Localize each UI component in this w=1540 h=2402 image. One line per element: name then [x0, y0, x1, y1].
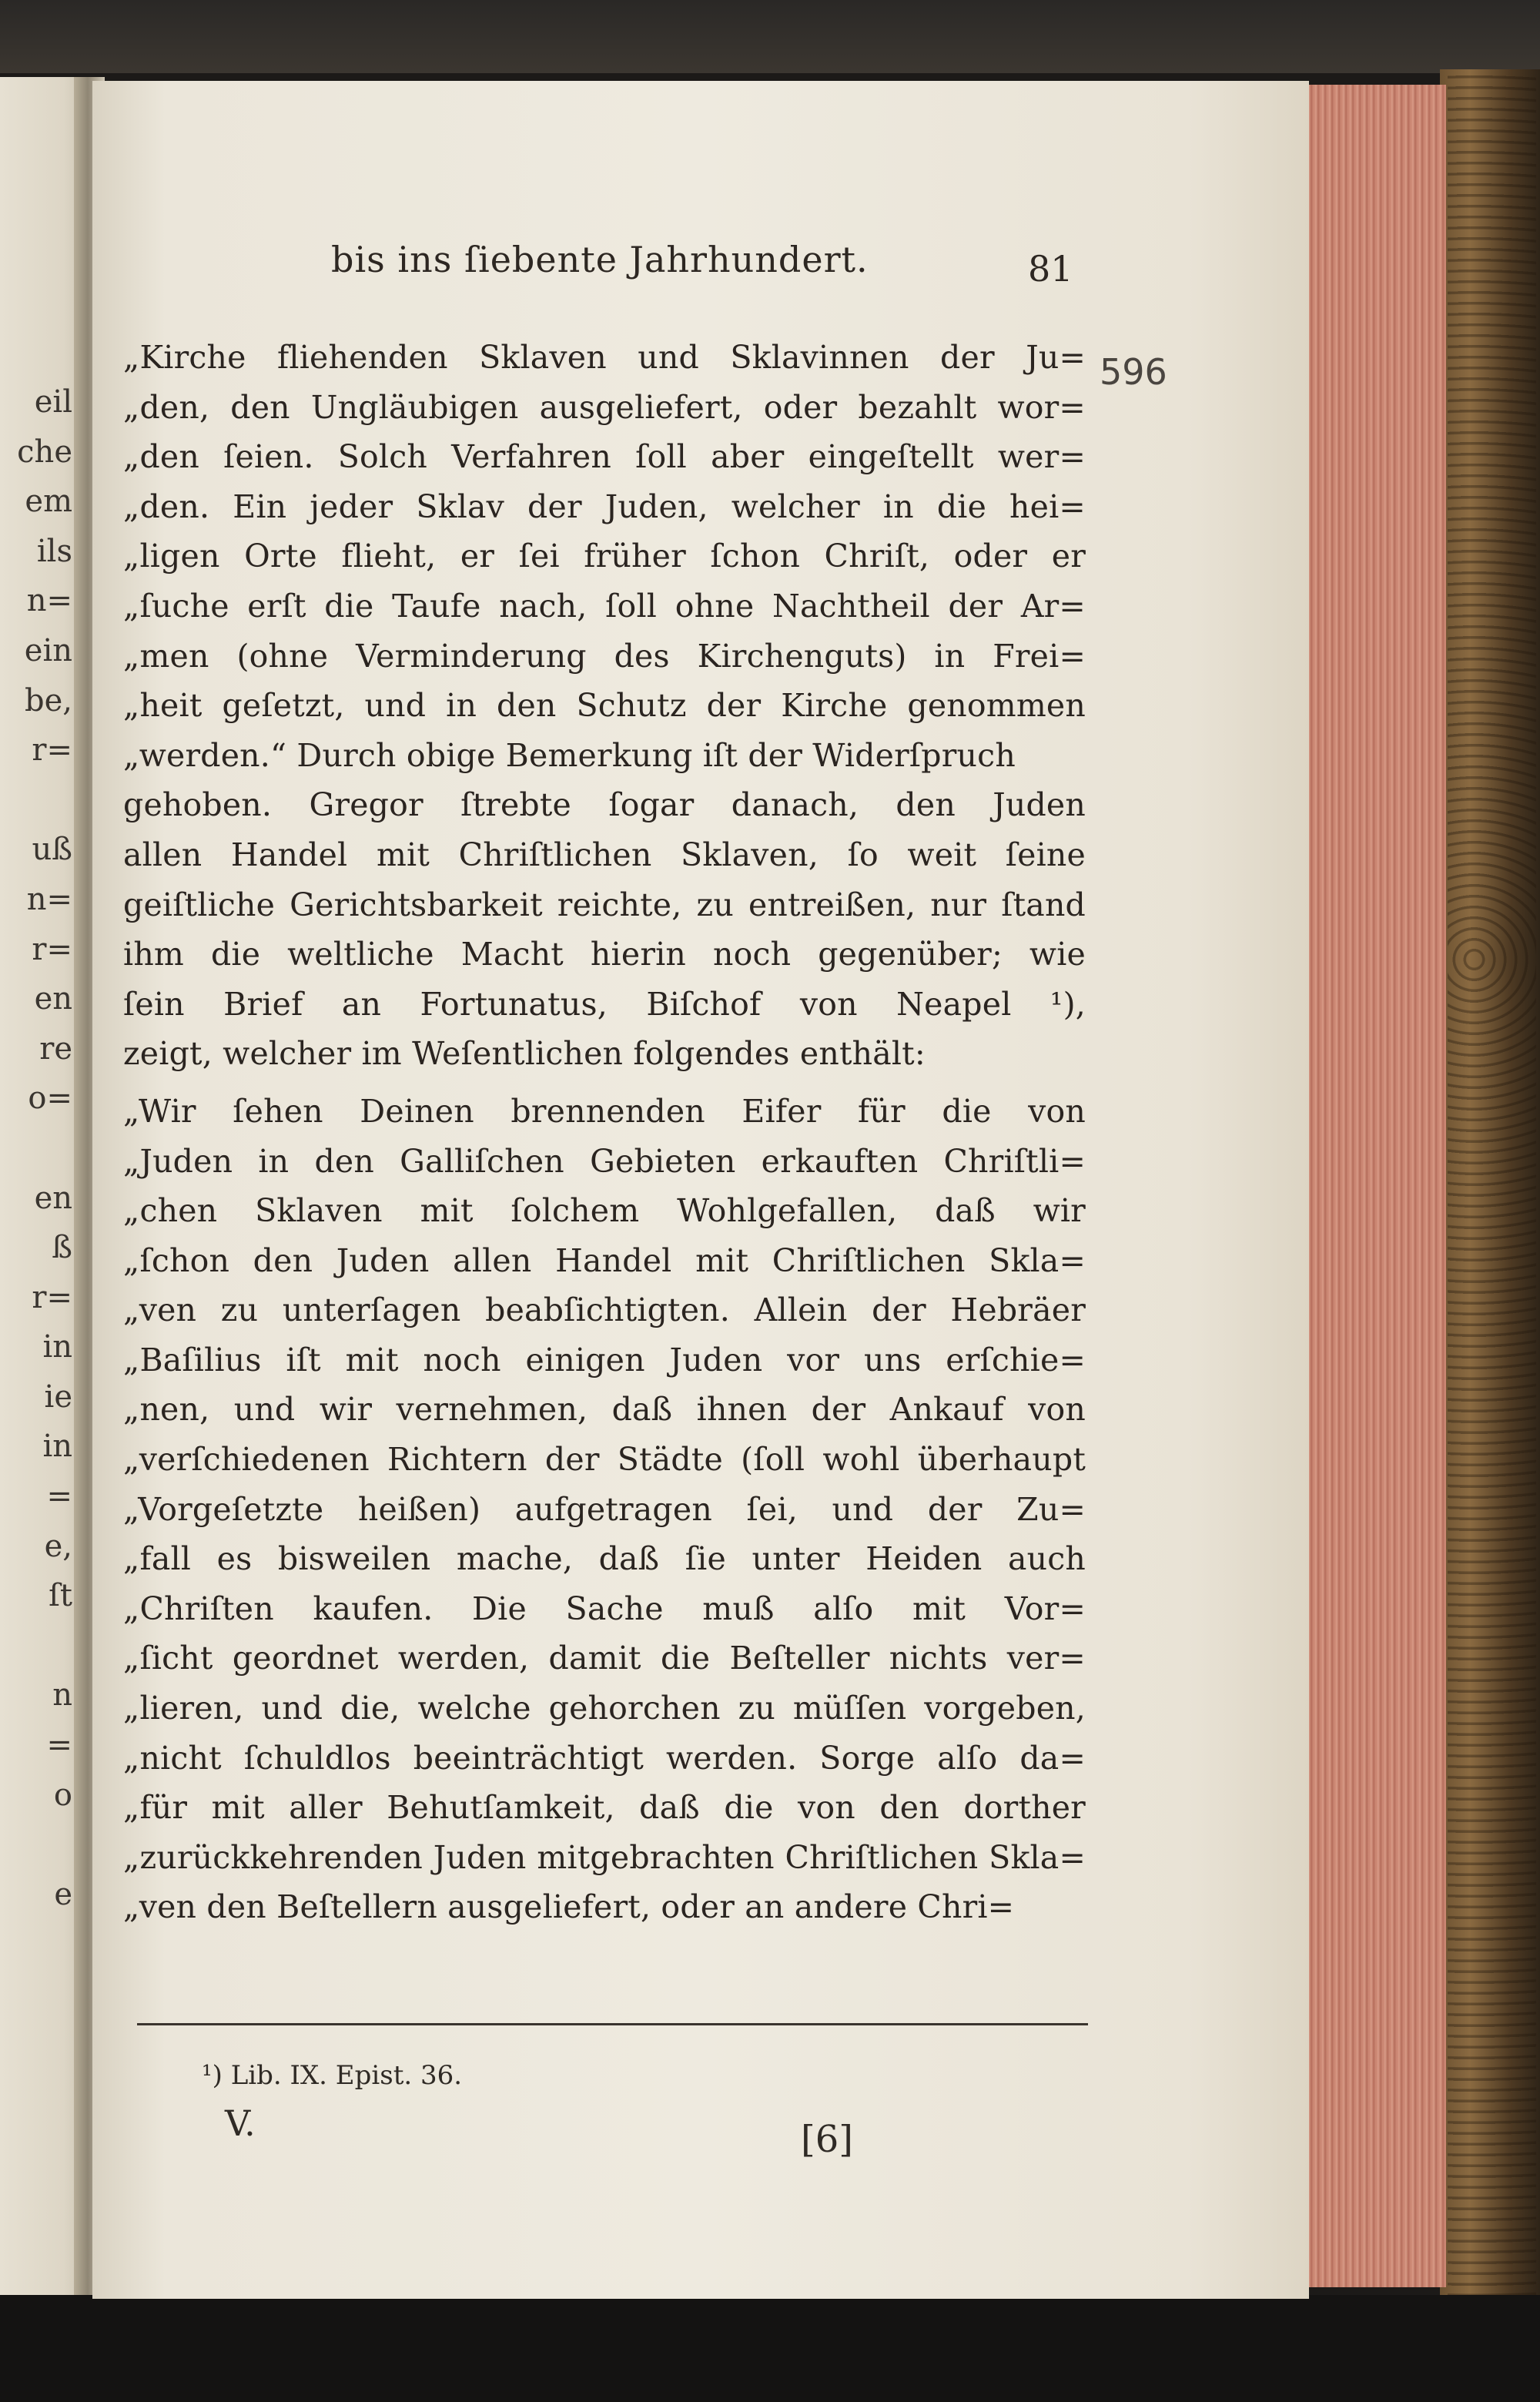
handwritten-margin-note: 596 — [1100, 351, 1167, 393]
text-line: „ſuche erſt die Taufe nach, ſoll ohne Nachtheil der Ar= — [123, 587, 1086, 625]
text-line: zeigt, welcher im Weſentlichen folgendes enthält: — [123, 1035, 926, 1073]
text-line: gehoben. Gregor ſtrebte ſogar danach, den Juden — [123, 786, 1086, 824]
text-line: „Chriſten kaufen. Die Sache muß alſo mit Vor= — [123, 1590, 1086, 1627]
facing-page-fragment: n= — [26, 881, 72, 917]
facing-page-fragment: o= — [28, 1080, 72, 1117]
text-line: „den. Ein jeder Sklav der Juden, welcher in die hei= — [123, 487, 1086, 525]
text-line: ſein Brief an Fortunatus, Biſchof von Neapel ¹), — [123, 985, 1086, 1023]
facing-page-fragment: n — [52, 1677, 72, 1714]
facing-page-fragment: uß — [32, 832, 72, 868]
text-line: „Kirche fliehenden Sklaven und Sklavinnen der Ju= — [123, 339, 1086, 376]
facing-page-fragment — [0, 1820, 77, 1870]
facing-page-fragment: ſt — [49, 1578, 72, 1614]
text-line: „Wir ſehen Deinen brennenden Eifer für die von — [123, 1092, 1086, 1130]
facing-page-fragment: re — [39, 1030, 72, 1067]
facing-page-fragment: = — [46, 1727, 72, 1764]
facing-page-fragment: em — [25, 484, 72, 520]
facing-page-fragment — [0, 1621, 77, 1671]
background-bottom — [0, 2295, 1540, 2402]
page-number: 81 — [1028, 248, 1073, 290]
text-line: „verſchiedenen Richtern der Städte (ſoll wohl überhaupt — [123, 1441, 1086, 1479]
facing-page-fragment: e, — [44, 1528, 72, 1564]
facing-page-fragment: ie — [44, 1379, 72, 1415]
facing-page-fragment: en — [34, 981, 72, 1017]
text-line: „Juden in den Galliſchen Gebieten erkauften Chriſtli= — [123, 1142, 1086, 1180]
facing-page-fragment: = — [46, 1479, 72, 1515]
text-line: „ſchon den Juden allen Handel mit Chriſtlichen Skla= — [123, 1241, 1086, 1279]
text-line: „für mit aller Behutſamkeit, daß die von den dorther — [123, 1789, 1086, 1827]
text-line: „ven den Beſtellern ausgeliefert, oder an andere Chri= — [123, 1888, 1015, 1926]
facing-page-fragment: in — [42, 1329, 72, 1365]
marbled-cover-pattern — [1448, 69, 1536, 2295]
text-line: „Baſilius iſt mit noch einigen Juden vor uns erſchie= — [123, 1341, 1086, 1379]
catchword: [6] — [801, 2118, 853, 2161]
facing-page-fragment: be, — [25, 682, 72, 719]
facing-page-fragment: o — [53, 1777, 72, 1813]
text-line: „nen, und wir vernehmen, daß ihnen der Ankauf von — [123, 1391, 1086, 1429]
facing-page-fragment: r= — [32, 931, 72, 967]
facing-page-fragment: ils — [36, 533, 72, 569]
page-fore-edge — [1300, 85, 1446, 2287]
facing-page-fragment: in — [42, 1429, 72, 1465]
facing-page-fragment: n= — [26, 583, 72, 619]
signature-mark: V. — [225, 2102, 256, 2144]
facing-page-fragment: che — [17, 434, 72, 470]
text-line: „den, den Ungläubigen ausgeliefert, oder bezahlt wor= — [123, 388, 1086, 426]
text-line: „ſicht geordnet werden, damit die Beſteller nichts ver= — [123, 1640, 1086, 1677]
text-line: geiſtliche Gerichtsbarkeit reichte, zu entreißen, nur ſtand — [123, 886, 1086, 923]
facing-page-fragment: ß — [52, 1230, 72, 1266]
facing-page-fragment — [0, 1124, 77, 1174]
facing-page-fragment: e — [54, 1876, 72, 1912]
facing-page-text-fragments — [0, 377, 77, 1919]
background-top — [0, 0, 1540, 73]
text-line: „ligen Orte flieht, er ſei früher ſchon Chriſt, oder er — [123, 538, 1086, 575]
text-line: ihm die weltliche Macht hierin noch gegenüber; wie — [123, 936, 1086, 973]
text-line: „den ſeien. Solch Verfahren ſoll aber eingeſtellt wer= — [123, 438, 1086, 476]
facing-page-fragment: r= — [32, 732, 72, 769]
text-line: „zurückkehrenden Juden mitgebrachten Chriſtlichen Skla= — [123, 1838, 1086, 1876]
text-line: „ven zu unterſagen beabſichtigten. Allein der Hebräer — [123, 1291, 1086, 1329]
facing-page-fragment: en — [34, 1180, 72, 1216]
text-line: allen Handel mit Chriſtlichen Sklaven, ſo weit ſeine — [123, 836, 1086, 873]
facing-page-fragment — [0, 776, 77, 826]
text-line: „men (ohne Verminderung des Kirchenguts) in Frei= — [123, 637, 1086, 675]
body-text — [123, 333, 1086, 1932]
text-line: „chen Sklaven mit ſolchem Wohlgefallen, daß wir — [123, 1192, 1086, 1230]
text-line: „Vorgeſetzte heißen) aufgetragen ſei, und der Zu= — [123, 1490, 1086, 1528]
text-line: „fall es bisweilen mache, daß ſie unter Heiden auch — [123, 1540, 1086, 1578]
facing-page-fragment: r= — [32, 1279, 72, 1315]
text-line: „lieren, und die, welche gehorchen zu müſſen vorgeben, — [123, 1690, 1086, 1727]
text-line: „heit geſetzt, und in den Schutz der Kirche genommen — [123, 687, 1086, 725]
text-line: „nicht ſchuldlos beeinträchtigt werden. Sorge alſo da= — [123, 1739, 1086, 1777]
facing-page-fragment: eil — [34, 384, 72, 420]
facing-page-fragment: ein — [24, 632, 72, 668]
footnote: ¹) Lib. IX. Epist. 36. — [202, 2060, 463, 2091]
text-line: „werden.“ Durch obige Bemerkung iſt der Widerſpruch — [123, 736, 1016, 774]
running-title: bis ins ſiebente Jahrhundert. — [331, 239, 869, 280]
footnote-rule — [137, 2023, 1088, 2025]
